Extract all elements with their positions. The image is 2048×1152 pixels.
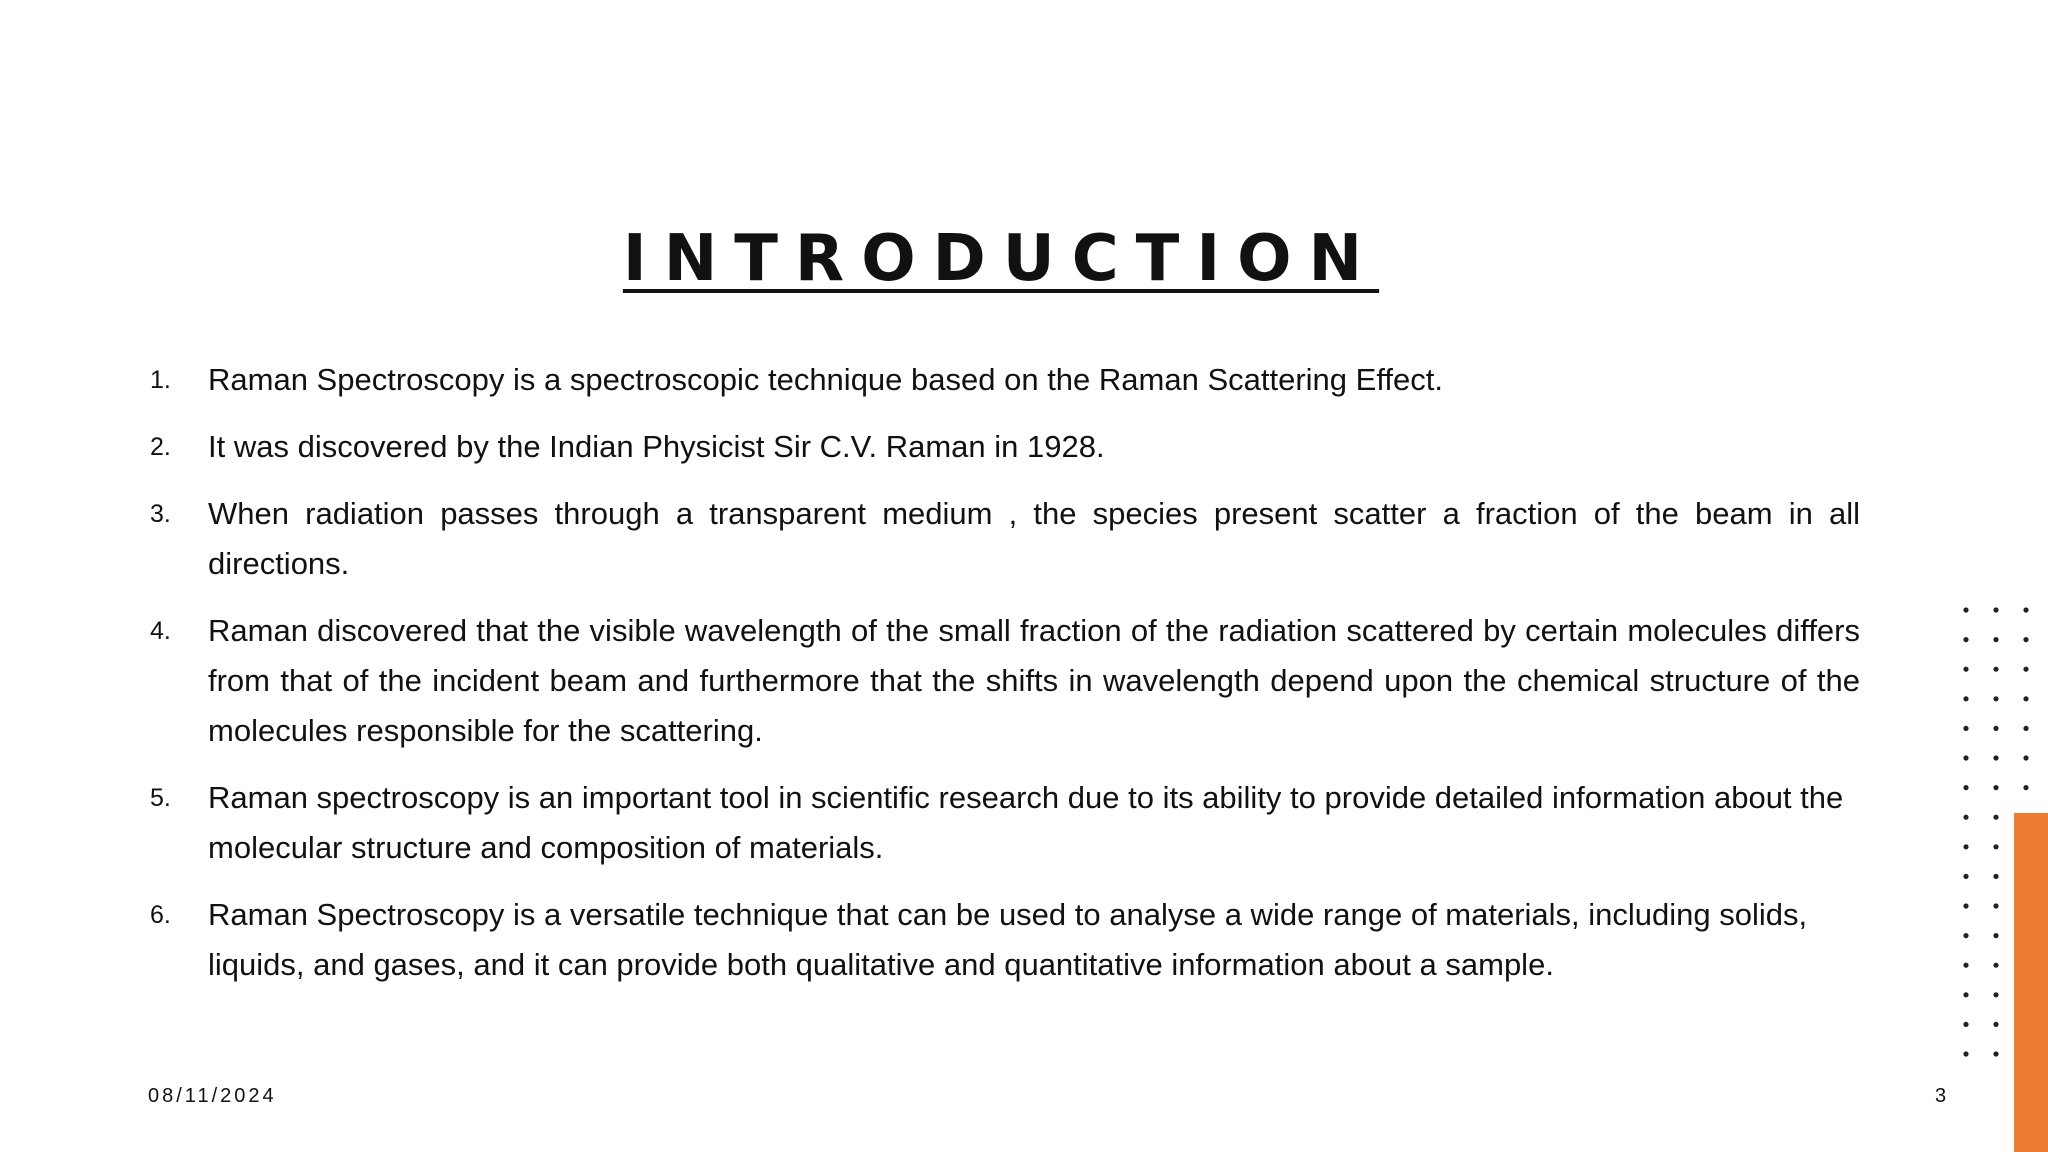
list-item (148, 606, 1860, 756)
footer-page-number: 3 (1935, 1085, 1947, 1107)
list-item-text: Raman discovered that the visible wavelength of the small fraction of the radiation scattered by certain molecules differs from that of the incident beam and furthermore that the shifts in wavelength depend upon the chemical structure of the molecules responsible for the scattering. (208, 613, 1860, 748)
list-item-text: Raman spectroscopy is an important tool in scientific research due to its ability to provide detailed information about the molecular structure and composition of materials. (208, 780, 1844, 865)
dot-grid-dot (2023, 637, 2028, 642)
dot-grid-dot (1993, 696, 1998, 701)
dot-grid-dot (1993, 607, 1998, 612)
list-item-text: Raman Spectroscopy is a versatile technique that can be used to analyse a wide range of materials, including solids, liquids, and gases, and it can provide both qualitative and quantitative information about a sample. (208, 897, 1808, 982)
dot-grid-dot (1993, 903, 1998, 908)
slide-title-text: INTRODUCTION (622, 222, 1380, 296)
list-item-text: Raman Spectroscopy is a spectroscopic technique based on the Raman Scattering Effect. (208, 362, 1443, 397)
list-item-number: 5. (150, 784, 171, 812)
dot-grid-dot (1963, 667, 1968, 672)
dot-grid-dot (1963, 726, 1968, 731)
list-item (148, 773, 1860, 873)
dot-grid-dot (1993, 874, 1998, 879)
dot-grid-dot (1993, 667, 1998, 672)
dot-grid-dot (1963, 844, 1968, 849)
dot-grid-dot (1963, 696, 1968, 701)
list-item-number: 2. (150, 433, 171, 461)
list-item (148, 890, 1860, 990)
dot-grid-dot (1963, 1051, 1968, 1056)
dot-grid-dot (2023, 667, 2028, 672)
dot-grid-dot (1993, 637, 1998, 642)
dot-grid-dot (2023, 726, 2028, 731)
dot-grid-dot (1963, 992, 1968, 997)
dot-grid-dot (1963, 755, 1968, 760)
dot-grid-dot (2023, 785, 2028, 790)
dot-grid-dot (2023, 696, 2028, 701)
list-item (148, 489, 1860, 589)
list-item-text: When radiation passes through a transparent medium , the species present scatter a fraction of the beam in all directions. (208, 496, 1860, 581)
dot-grid-dot (2023, 607, 2028, 612)
dot-grid-dot (1993, 785, 1998, 790)
dot-grid-dot (1963, 815, 1968, 820)
dot-grid-dot (1993, 1051, 1998, 1056)
dot-grid-dot (1963, 933, 1968, 938)
list-item (148, 422, 1860, 472)
dot-grid-dot (1993, 844, 1998, 849)
dot-grid-dot (1993, 992, 1998, 997)
dot-grid-dot (1993, 815, 1998, 820)
dot-grid-dot (1963, 1022, 1968, 1027)
dot-grid-dot (1963, 607, 1968, 612)
list-item-number: 4. (150, 617, 171, 645)
dot-grid-dot (1963, 637, 1968, 642)
list-item (148, 355, 1860, 405)
list-item-number: 1. (150, 366, 171, 394)
footer-date: 08/11/2024 (148, 1085, 277, 1107)
dot-grid-dot (1993, 963, 1998, 968)
dot-grid-dot (2023, 755, 2028, 760)
bullet-list (148, 355, 1860, 1007)
dot-grid-dot (1993, 1022, 1998, 1027)
dot-grid-dot (1963, 963, 1968, 968)
list-item-text: It was discovered by the Indian Physicist Sir C.V. Raman in 1928. (208, 429, 1105, 464)
dot-grid-dot (1993, 933, 1998, 938)
list-item-number: 3. (150, 500, 171, 528)
dot-grid-dot (1993, 726, 1998, 731)
dot-grid-dot (1963, 903, 1968, 908)
dot-grid-dot (1993, 755, 1998, 760)
accent-bar-icon (2014, 813, 2048, 1152)
slide-title (0, 214, 1985, 304)
list-item-number: 6. (150, 901, 171, 929)
dot-grid-dot (1963, 874, 1968, 879)
dot-grid-dot (1963, 785, 1968, 790)
